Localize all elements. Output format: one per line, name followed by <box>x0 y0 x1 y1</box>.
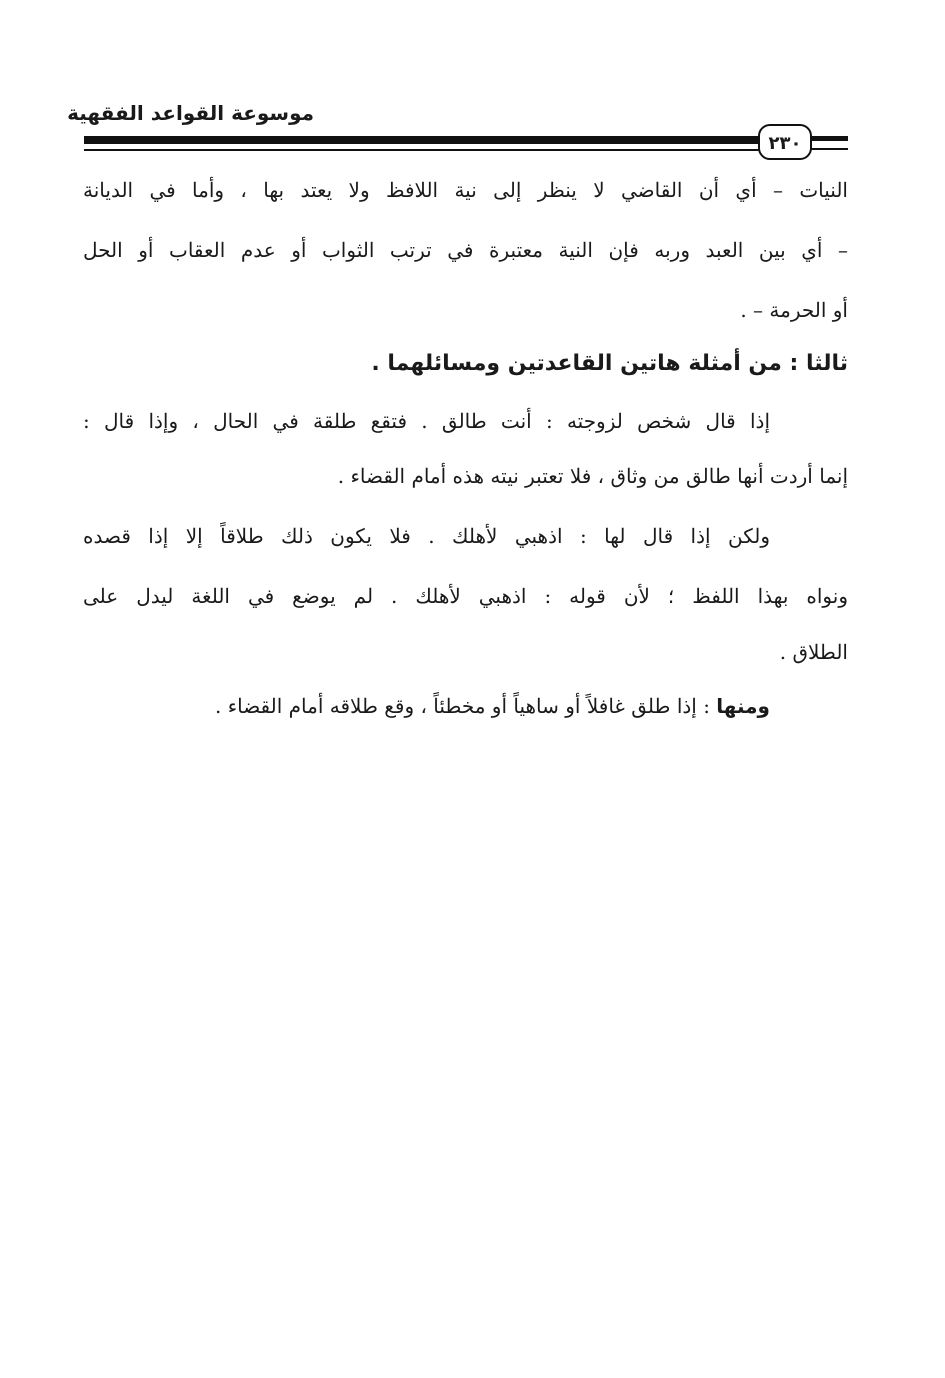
body-line-9: الطلاق . <box>779 640 848 664</box>
body-line-5: إذا قال شخص لزوجته : أنت طالق . فتقع طلقة في الحال ، وإذا قال : <box>83 409 770 433</box>
body-line-3: أو الحرمة – . <box>740 298 848 322</box>
body-line-10-text: : إذا طلق غافلاً أو ساهياً أو مخطئاً ، وقع طلاقه أمام القضاء . <box>214 694 717 718</box>
body-line-10 <box>83 684 770 728</box>
body-line-6: إنما أردت أنها طالق من وثاق ، فلا تعتبر نيته هذه أمام القضاء . <box>337 464 848 488</box>
header-rule-thick <box>84 136 760 144</box>
section-heading: ثالثا : من أمثلة هاتين القاعدتين ومسائلهما . <box>371 351 848 376</box>
body-line-7: ولكن إذا قال لها : اذهبي لأهلك . فلا يكون ذلك طلاقاً إلا إذا قصده <box>83 524 770 548</box>
page-number: ٢٣٠ <box>758 124 812 160</box>
running-title: موسوعة القواعد الفقهية <box>67 101 314 125</box>
body-line-8: ونواه بهذا اللفظ ؛ لأن قوله : اذهبي لأهلك . لم يوضع في اللغة ليدل على <box>83 584 848 608</box>
body-line-1: النيات – أي أن القاضي لا ينظر إلى نية اللافظ ولا يعتد بها ، وأما في الديانة <box>83 178 848 202</box>
header-rule-right-thin <box>810 148 848 150</box>
header-rule-thin <box>84 149 760 151</box>
header-rule-right-thick <box>810 136 848 141</box>
lead-word: ومنها <box>716 694 770 718</box>
body-line-2: – أي بين العبد وربه فإن النية معتبرة في ترتب الثواب أو عدم العقاب أو الحل <box>83 238 848 262</box>
